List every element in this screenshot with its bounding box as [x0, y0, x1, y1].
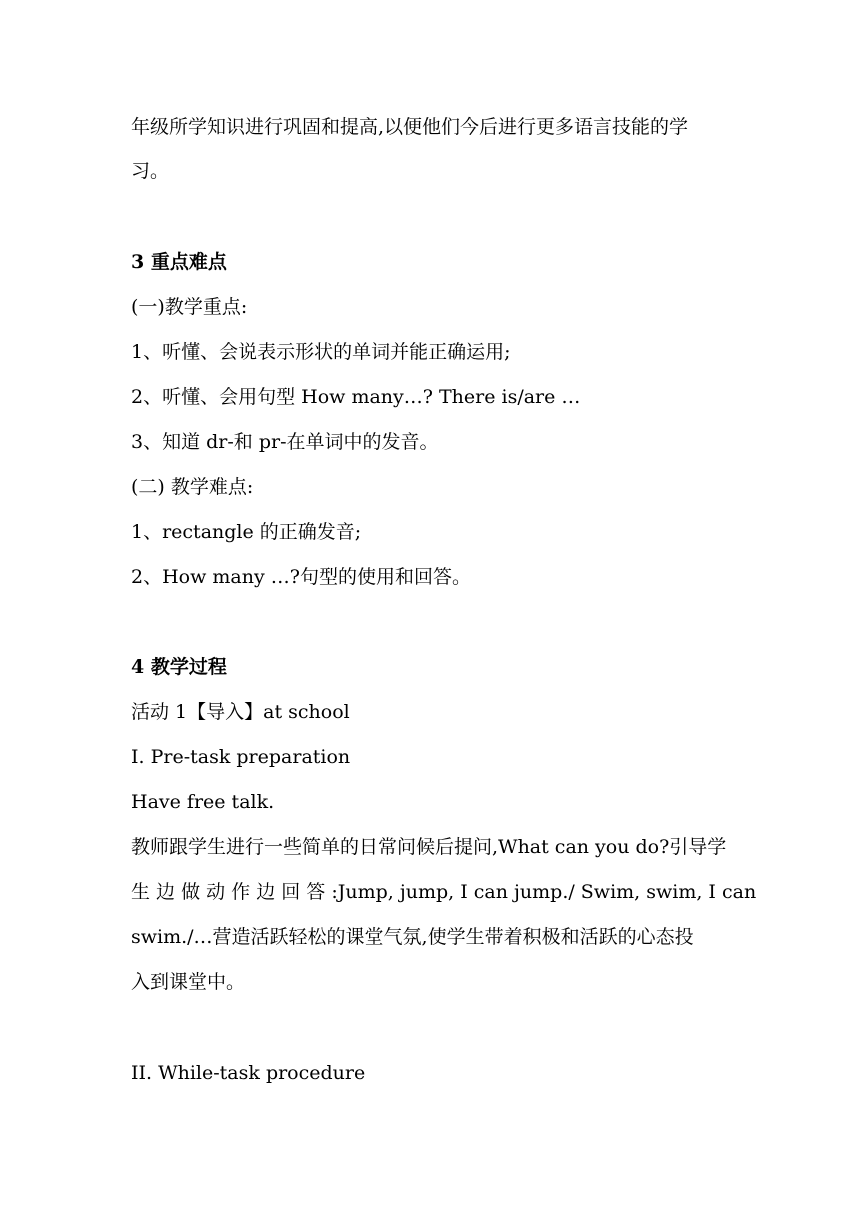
section-heading: 3 重点难点	[131, 251, 227, 273]
subsection-heading: (一)教学重点:	[131, 296, 248, 318]
list-item: 2、How many …?句型的使用和回答。	[131, 566, 471, 588]
list-item: 3、知道 dr-和 pr-在单词中的发音。	[131, 431, 439, 453]
paragraph-line: Have free talk.	[131, 791, 275, 813]
paragraph-line: 习。	[131, 160, 170, 182]
activity-title: 活动 1【导入】at school	[131, 701, 350, 723]
paragraph-line: 生 边 做 动 作 边 回 答 :Jump, jump, I can jump./ Swim, swim, I can	[131, 881, 757, 903]
list-item: 1、rectangle 的正确发音;	[131, 521, 362, 543]
list-item: 1、听懂、会说表示形状的单词并能正确运用;	[131, 341, 511, 363]
paragraph-line: 教师跟学生进行一些简单的日常问候后提问,What can you do?引导学	[131, 836, 727, 858]
section-heading: 4 教学过程	[131, 656, 227, 678]
paragraph-line: 入到课堂中。	[131, 971, 246, 993]
subsection-heading: (二) 教学难点:	[131, 476, 254, 498]
list-item: 2、听懂、会用句型 How many…? There is/are …	[131, 386, 581, 408]
stage-heading: I. Pre-task preparation	[131, 746, 351, 768]
paragraph-line: 年级所学知识进行巩固和提高,以便他们今后进行更多语言技能的学	[131, 116, 689, 138]
paragraph-line: swim./…营造活跃轻松的课堂气氛,使学生带着积极和活跃的心态投	[131, 926, 694, 948]
stage-heading: II. While-task procedure	[131, 1062, 366, 1084]
